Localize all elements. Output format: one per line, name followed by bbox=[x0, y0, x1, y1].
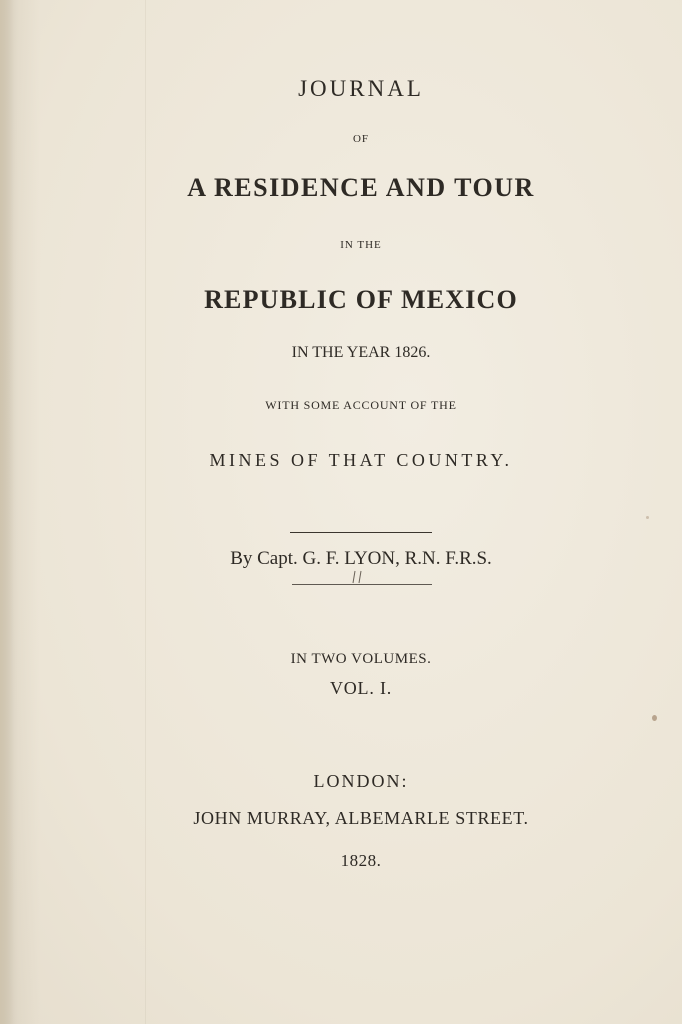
title-line-republic: REPUBLIC OF MEXICO bbox=[204, 285, 518, 314]
divider-rule-bottom bbox=[292, 584, 432, 585]
year-line: IN THE YEAR 1826. bbox=[291, 344, 431, 361]
foxing-spot bbox=[652, 715, 657, 721]
title-line-residence: A RESIDENCE AND TOUR bbox=[187, 173, 535, 202]
connector-in-the: IN THE bbox=[340, 239, 382, 251]
divider-rule-top bbox=[290, 532, 432, 533]
connector-of: OF bbox=[352, 133, 370, 145]
subtitle-mines-line: MINES OF THAT COUNTRY. bbox=[209, 450, 513, 470]
author-line: By Capt. G. F. LYON, R.N. F.R.S. bbox=[230, 548, 492, 569]
imprint-place: LONDON: bbox=[313, 771, 409, 791]
imprint-date: 1828. bbox=[340, 851, 382, 870]
title-line-journal: JOURNAL bbox=[298, 76, 424, 101]
subtitle-with-line: WITH SOME ACCOUNT OF THE bbox=[265, 398, 457, 412]
foxing-spot bbox=[646, 516, 649, 519]
volume-number: VOL. I. bbox=[329, 678, 393, 698]
pencil-mark-icon bbox=[352, 570, 364, 584]
volumes-line: IN TWO VOLUMES. bbox=[290, 651, 432, 667]
imprint-publisher: JOHN MURRAY, ALBEMARLE STREET. bbox=[193, 808, 529, 828]
